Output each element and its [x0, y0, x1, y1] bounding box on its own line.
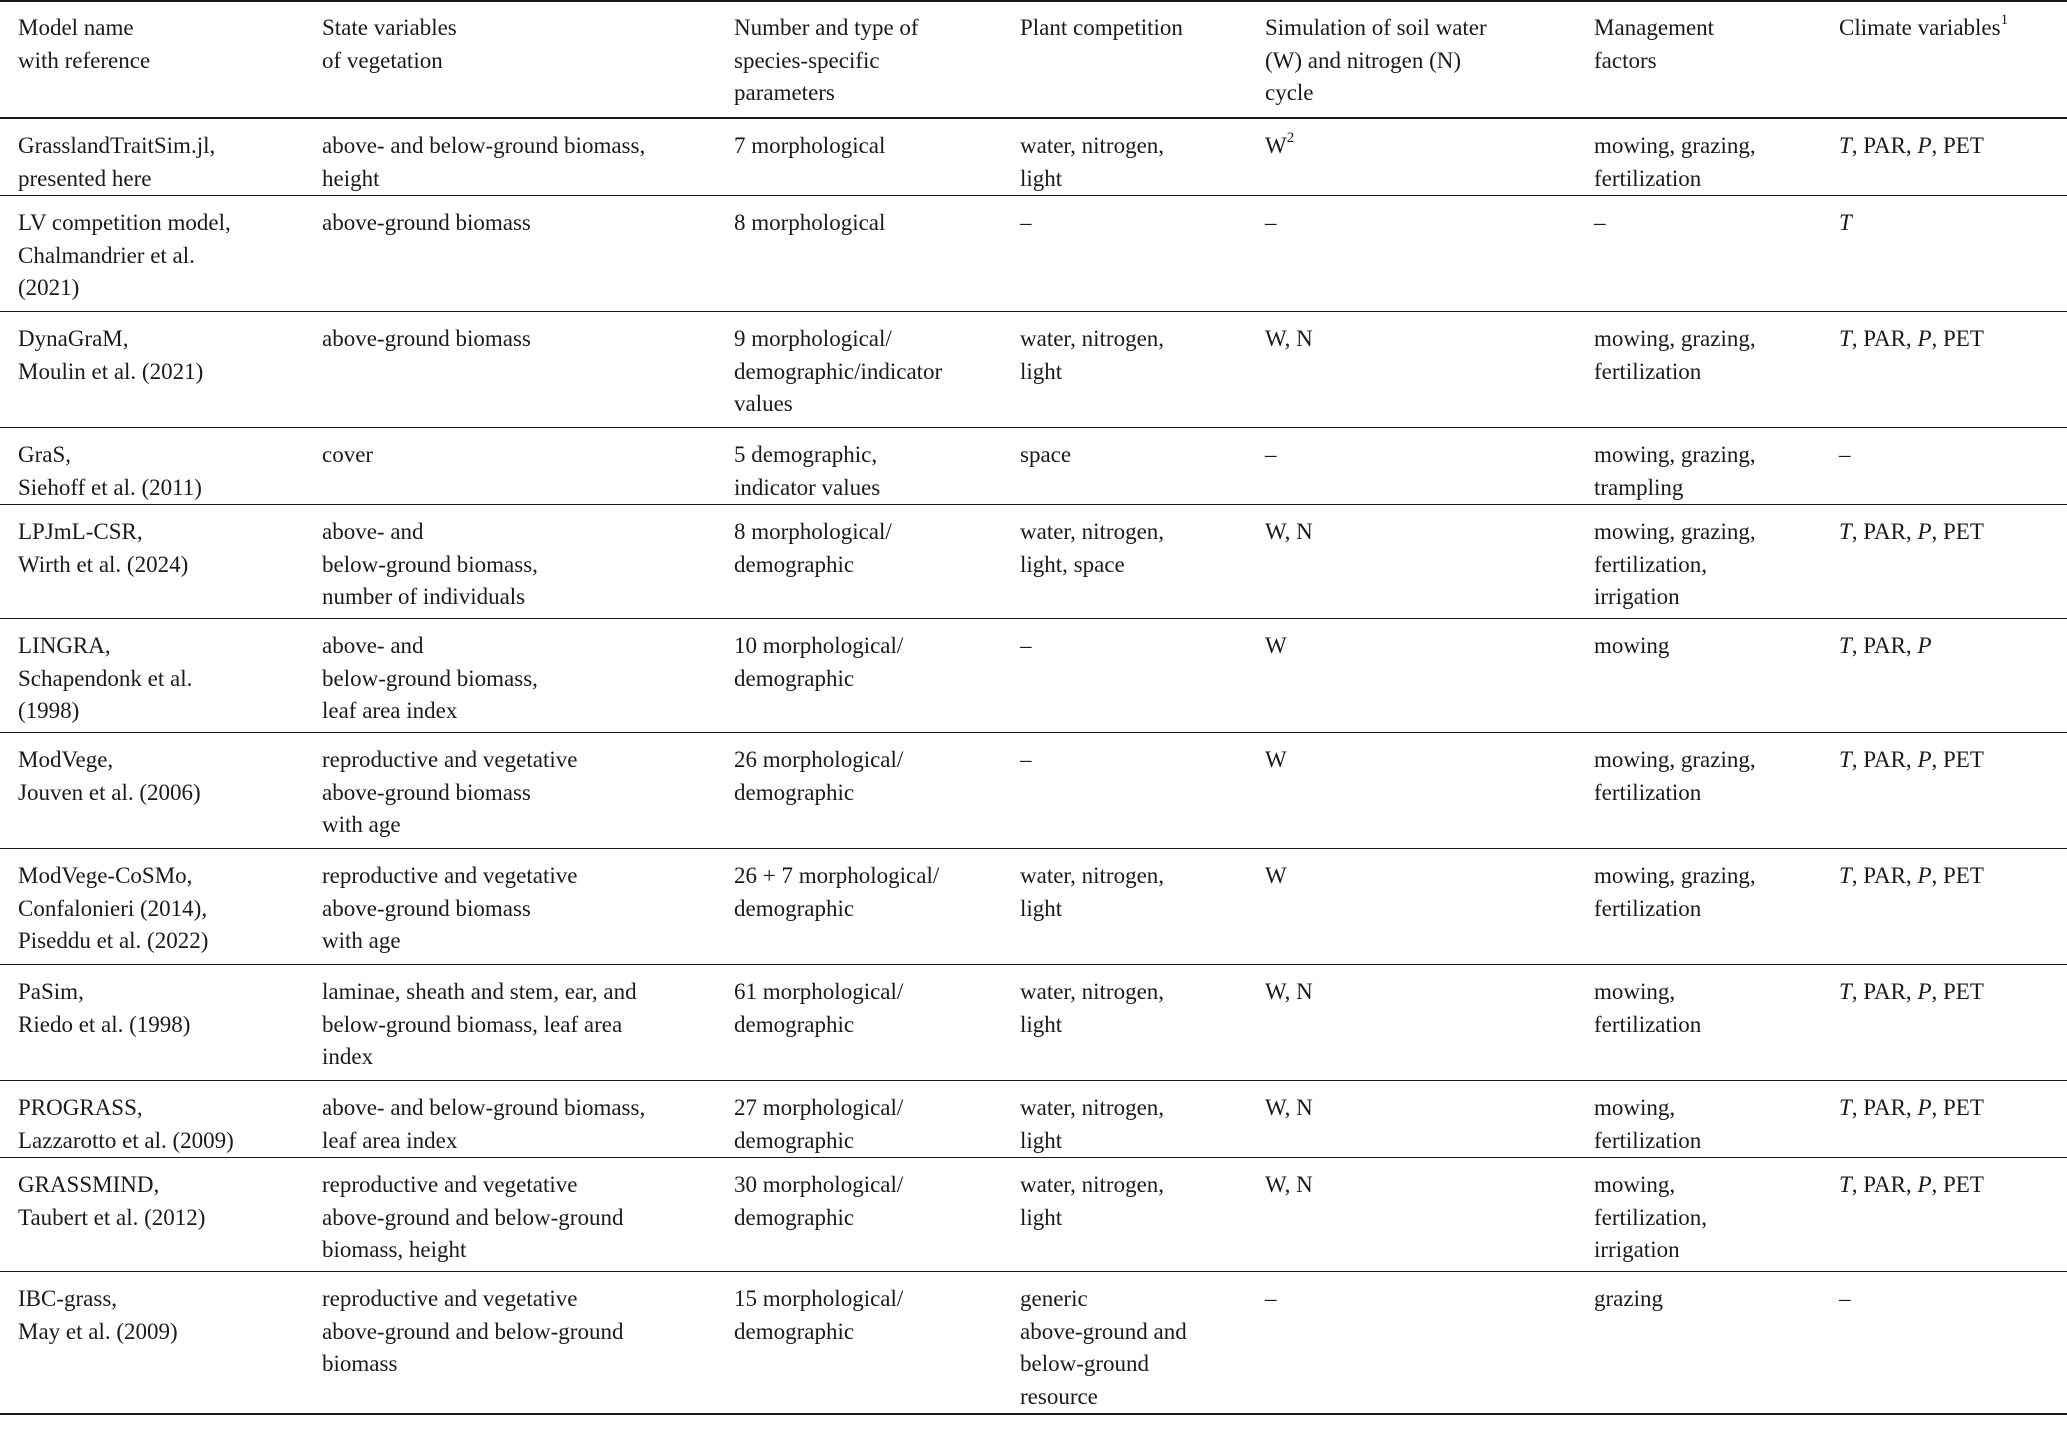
state-line: above- and below-ground biomass, [322, 1095, 646, 1120]
competition-line: light, space [1020, 551, 1125, 577]
climate-symbol: T [1839, 519, 1852, 544]
climate-text: – [1839, 442, 1851, 467]
state-line: reproductive and vegetative [322, 1172, 578, 1197]
climate-symbol: T [1839, 633, 1852, 658]
parameters-line: demographic/indicator [734, 358, 943, 384]
state-line: above-ground and below-ground [322, 1318, 624, 1344]
cell-management [1594, 1272, 1839, 1415]
model-name-line: GrasslandTraitSim.jl, [18, 133, 216, 158]
soil-value: W, N [1265, 1172, 1313, 1197]
state-line: below-ground biomass, leaf area [322, 1011, 623, 1037]
climate-symbol: T [1839, 979, 1852, 1004]
climate-text: T, PAR, P, PET [1839, 133, 1984, 158]
cell-model [0, 1081, 322, 1158]
competition-line: resource [1020, 1383, 1098, 1409]
model-name-line: (1998) [18, 698, 80, 723]
header-line: Number and type of [734, 15, 919, 40]
cell-management [1594, 733, 1839, 849]
cell-management [1594, 505, 1839, 619]
management-line: grazing [1594, 1286, 1663, 1311]
competition-line: – [1020, 633, 1032, 658]
cell-parameters [734, 849, 1020, 965]
soil-value: W, N [1265, 979, 1313, 1004]
cell-management [1594, 1158, 1839, 1272]
cell-competition [1020, 1272, 1265, 1415]
model-name-line: LPJmL-CSR, [18, 519, 143, 544]
climate-symbol: P [1917, 519, 1932, 544]
cell-soil [1265, 428, 1594, 505]
management-line: mowing, [1594, 979, 1676, 1004]
competition-line: light [1020, 165, 1063, 191]
cell-competition [1020, 733, 1265, 849]
state-line: above-ground biomass [322, 210, 531, 235]
cell-competition [1020, 428, 1265, 505]
cell-model [0, 965, 322, 1081]
model-name-line: ModVege-CoSMo, [18, 863, 193, 888]
cell-parameters [734, 1158, 1020, 1272]
climate-symbol: T [1839, 210, 1852, 235]
management-line: fertilization [1594, 165, 1702, 191]
table-row [0, 965, 2067, 1081]
cell-climate [1839, 619, 2067, 733]
model-name-line: GraS, [18, 442, 72, 467]
climate-text [1839, 207, 2067, 240]
state-line: with age [322, 928, 401, 953]
cell-parameters [734, 196, 1020, 312]
climate-symbol: P [1917, 133, 1932, 158]
climate-symbol: P [1917, 863, 1932, 888]
climate-symbol: P [1917, 747, 1932, 772]
parameters-line: demographic [734, 665, 855, 691]
cell-soil [1265, 619, 1594, 733]
cell-management [1594, 196, 1839, 312]
state-line: above-ground and below-ground [322, 1204, 624, 1230]
parameters-line: 9 morphological/ [734, 326, 892, 351]
management-line: mowing, grazing, [1594, 133, 1756, 158]
climate-text: T, PAR, P [1839, 633, 1932, 658]
parameters-line: demographic [734, 551, 855, 577]
management-line: mowing, grazing, [1594, 863, 1756, 888]
state-line: above-ground biomass [322, 326, 531, 351]
header-line: Simulation of soil water [1265, 15, 1487, 40]
cell-parameters [734, 733, 1020, 849]
parameters-line: 8 morphological/ [734, 519, 892, 544]
header-line: State variables [322, 15, 457, 40]
state-line: above- and [322, 633, 424, 658]
header-management-factors [1594, 1, 1839, 118]
model-name-line: ModVege, [18, 747, 114, 772]
parameters-line: indicator values [734, 474, 881, 500]
competition-line: space [1020, 442, 1072, 467]
table-row [0, 312, 2067, 428]
management-line: – [1594, 210, 1606, 235]
soil-value: W, N [1265, 326, 1313, 351]
state-line: above-ground biomass [322, 779, 531, 805]
cell-parameters [734, 1081, 1020, 1158]
management-line: mowing [1594, 633, 1670, 658]
cell-management [1594, 849, 1839, 965]
climate-symbol: T [1839, 863, 1852, 888]
parameters-line: 30 morphological/ [734, 1172, 904, 1197]
cell-climate [1839, 505, 2067, 619]
cell-soil [1265, 849, 1594, 965]
cell-model [0, 312, 322, 428]
competition-line: – [1020, 210, 1032, 235]
climate-text: T, PAR, P, PET [1839, 979, 1984, 1004]
cell-model [0, 196, 322, 312]
climate-text: T, PAR, P, PET [1839, 747, 1984, 772]
management-line: fertilization [1594, 1011, 1702, 1037]
header-line: cycle [1265, 80, 1314, 105]
management-line: irrigation [1594, 584, 1680, 609]
soil-value: W, N [1265, 1095, 1313, 1120]
parameters-line: demographic [734, 1127, 855, 1153]
management-line: mowing, grazing, [1594, 326, 1756, 351]
cell-model [0, 1272, 322, 1415]
parameters-line: demographic [734, 895, 855, 921]
model-name-line: DynaGraM, [18, 326, 129, 351]
management-line: fertilization [1594, 358, 1702, 384]
cell-soil [1265, 118, 1594, 196]
state-line: leaf area index [322, 698, 458, 723]
cell-model [0, 1158, 322, 1272]
model-name-line: Moulin et al. (2021) [18, 358, 204, 384]
climate-text: – [1839, 1286, 1851, 1311]
model-name-line: (2021) [18, 275, 80, 300]
management-line: fertilization, [1594, 551, 1708, 577]
state-line: laminae, sheath and stem, ear, and [322, 979, 637, 1004]
model-name-line: Confalonieri (2014), [18, 895, 208, 921]
cell-competition [1020, 118, 1265, 196]
management-line: fertilization, [1594, 1204, 1708, 1230]
header-line: species-specific [734, 47, 880, 73]
table-row [0, 619, 2067, 733]
footnote-marker: 1 [2000, 12, 2009, 29]
competition-line: water, nitrogen, [1020, 1172, 1165, 1197]
climate-symbol: T [1839, 1172, 1852, 1197]
climate-symbol: P [1917, 326, 1932, 351]
cell-parameters [734, 312, 1020, 428]
competition-line: light [1020, 1127, 1063, 1153]
header-line: Plant competition [1020, 15, 1183, 40]
cell-climate [1839, 1272, 2067, 1415]
cell-soil [1265, 1272, 1594, 1415]
cell-management [1594, 965, 1839, 1081]
table-header [0, 1, 2067, 118]
management-line: mowing, [1594, 1172, 1676, 1197]
model-name-line: Schapendonk et al. [18, 665, 193, 691]
cell-soil [1265, 965, 1594, 1081]
cell-climate [1839, 1158, 2067, 1272]
parameters-line: 10 morphological/ [734, 633, 904, 658]
climate-text: T, PAR, P, PET [1839, 519, 1984, 544]
cell-parameters [734, 965, 1020, 1081]
management-line: mowing, grazing, [1594, 747, 1756, 772]
climate-symbol: P [1917, 633, 1932, 658]
management-line: trampling [1594, 474, 1684, 500]
climate-text: T, PAR, P, PET [1839, 863, 1984, 888]
state-line: biomass [322, 1351, 398, 1376]
competition-line: water, nitrogen, [1020, 519, 1165, 544]
model-name-line: LV competition model, [18, 210, 231, 235]
cell-management [1594, 1081, 1839, 1158]
parameters-line: 5 demographic, [734, 442, 878, 467]
model-name-line: Piseddu et al. (2022) [18, 928, 209, 953]
table-row [0, 505, 2067, 619]
header-line: Model name [18, 15, 134, 40]
model-name-line: Siehoff et al. (2011) [18, 474, 202, 500]
soil-value: – [1265, 210, 1277, 235]
cell-state [322, 118, 734, 196]
management-line: mowing, grazing, [1594, 519, 1756, 544]
cell-state [322, 619, 734, 733]
cell-model [0, 849, 322, 965]
cell-state [322, 312, 734, 428]
cell-soil [1265, 196, 1594, 312]
competition-line: light [1020, 1011, 1063, 1037]
cell-model [0, 619, 322, 733]
soil-value: W [1265, 747, 1287, 772]
state-line: biomass, height [322, 1237, 467, 1262]
cell-parameters [734, 1272, 1020, 1415]
header-parameters [734, 1, 1020, 118]
cell-parameters [734, 428, 1020, 505]
model-name-line: Riedo et al. (1998) [18, 1011, 191, 1037]
footnote-marker: 2 [1286, 130, 1295, 147]
model-name-line: May et al. (2009) [18, 1318, 178, 1344]
parameters-line: 27 morphological/ [734, 1095, 904, 1120]
cell-climate [1839, 733, 2067, 849]
header-model-name [0, 1, 322, 118]
competition-line: below-ground [1020, 1351, 1150, 1376]
cell-state [322, 965, 734, 1081]
cell-soil [1265, 505, 1594, 619]
parameters-line: 26 morphological/ [734, 747, 904, 772]
cell-state [322, 849, 734, 965]
state-line: above- and below-ground biomass, [322, 133, 646, 158]
cell-model [0, 733, 322, 849]
header-line: Climate variables$^1$ [1839, 12, 2009, 40]
cell-state [322, 1272, 734, 1415]
parameters-line: values [734, 391, 793, 416]
cell-state [322, 428, 734, 505]
cell-state [322, 1158, 734, 1272]
cell-soil [1265, 733, 1594, 849]
model-name-line: Wirth et al. (2024) [18, 551, 189, 577]
competition-line: light [1020, 895, 1063, 921]
cell-soil [1265, 1158, 1594, 1272]
competition-line: generic [1020, 1286, 1088, 1311]
cell-state [322, 505, 734, 619]
cell-competition [1020, 849, 1265, 965]
header-climate-variables [1839, 1, 2067, 118]
header-state-variables [322, 1, 734, 118]
cell-climate [1839, 428, 2067, 505]
cell-competition [1020, 505, 1265, 619]
model-name-line: IBC-grass, [18, 1286, 118, 1311]
parameters-line: demographic [734, 779, 855, 805]
state-line: reproductive and vegetative [322, 863, 578, 888]
climate-text: T, PAR, P, PET [1839, 1095, 1984, 1120]
soil-value: W [1265, 633, 1287, 658]
cell-management [1594, 619, 1839, 733]
management-line: fertilization [1594, 779, 1702, 805]
cell-competition [1020, 965, 1265, 1081]
cell-model [0, 505, 322, 619]
management-line: mowing, [1594, 1095, 1676, 1120]
header-soil-simulation [1265, 1, 1594, 118]
table-row [0, 196, 2067, 312]
soil-value: $W^2$ [1265, 130, 1295, 158]
cell-state [322, 196, 734, 312]
competition-line: water, nitrogen, [1020, 1095, 1165, 1120]
state-line: above-ground biomass [322, 895, 531, 921]
climate-symbol: P [1917, 1095, 1932, 1120]
cell-model [0, 428, 322, 505]
parameters-line: demographic [734, 1318, 855, 1344]
table-row [0, 1158, 2067, 1272]
management-line: mowing, grazing, [1594, 442, 1756, 467]
management-line: fertilization [1594, 1127, 1702, 1153]
table-row [0, 428, 2067, 505]
soil-value: – [1265, 1286, 1277, 1311]
soil-value: W [1265, 863, 1287, 888]
state-line: below-ground biomass, [322, 665, 538, 691]
table-body [0, 118, 2067, 1414]
competition-line: water, nitrogen, [1020, 326, 1165, 351]
header-line: (W) and nitrogen (N) [1265, 47, 1462, 73]
state-line: reproductive and vegetative [322, 747, 578, 772]
model-name-line: GRASSMIND, [18, 1172, 160, 1197]
cell-management [1594, 118, 1839, 196]
header-row [0, 1, 2067, 118]
cell-competition [1020, 1158, 1265, 1272]
cell-climate [1839, 1081, 2067, 1158]
parameters-line: 26 + 7 morphological/ [734, 863, 940, 888]
header-line: with reference [18, 47, 151, 73]
cell-soil [1265, 312, 1594, 428]
cell-competition [1020, 196, 1265, 312]
header-line: of vegetation [322, 47, 443, 73]
management-line: irrigation [1594, 1237, 1680, 1262]
table-row [0, 733, 2067, 849]
model-name-line: Taubert et al. (2012) [18, 1204, 206, 1230]
cell-competition [1020, 619, 1265, 733]
competition-line: light [1020, 1204, 1063, 1230]
header-line: parameters [734, 80, 835, 105]
table-row [0, 1081, 2067, 1158]
model-name-line: presented here [18, 165, 152, 191]
model-name-line: Lazzarotto et al. (2009) [18, 1127, 234, 1153]
cell-climate [1839, 312, 2067, 428]
parameters-line: 61 morphological/ [734, 979, 904, 1004]
state-line: index [322, 1044, 374, 1069]
climate-symbol: T [1839, 747, 1852, 772]
cell-climate [1839, 849, 2067, 965]
parameters-line: 15 morphological/ [734, 1286, 904, 1311]
state-line: reproductive and vegetative [322, 1286, 578, 1311]
climate-text: T, PAR, P, PET [1839, 1172, 1984, 1197]
parameters-line: 7 morphological [734, 133, 886, 158]
cell-management [1594, 312, 1839, 428]
cell-competition [1020, 1081, 1265, 1158]
parameters-line: demographic [734, 1204, 855, 1230]
cell-model [0, 118, 322, 196]
competition-line: water, nitrogen, [1020, 979, 1165, 1004]
header-plant-competition [1020, 1, 1265, 118]
competition-line: light [1020, 358, 1063, 384]
competition-line: water, nitrogen, [1020, 863, 1165, 888]
climate-text: T, PAR, P, PET [1839, 326, 1984, 351]
model-name-line: LINGRA, [18, 633, 111, 658]
cell-competition [1020, 312, 1265, 428]
model-name-line: Chalmandrier et al. [18, 242, 195, 268]
state-line: leaf area index [322, 1127, 458, 1153]
cell-climate [1839, 118, 2067, 196]
header-line: Management [1594, 15, 1715, 40]
model-name-line: Jouven et al. (2006) [18, 779, 201, 805]
table-row [0, 118, 2067, 196]
state-line: above- and [322, 519, 424, 544]
soil-value: – [1265, 442, 1277, 467]
cell-state [322, 733, 734, 849]
cell-climate [1839, 196, 2067, 312]
state-line: cover [322, 442, 374, 467]
management-line: fertilization [1594, 895, 1702, 921]
cell-management [1594, 428, 1839, 505]
competition-line: – [1020, 747, 1032, 772]
table-row [0, 1272, 2067, 1415]
cell-parameters [734, 505, 1020, 619]
competition-line: water, nitrogen, [1020, 133, 1165, 158]
state-line: height [322, 165, 380, 191]
state-line: number of individuals [322, 584, 526, 609]
cell-parameters [734, 619, 1020, 733]
state-line: with age [322, 812, 401, 837]
cell-state [322, 1081, 734, 1158]
model-name-line: PROGRASS, [18, 1095, 143, 1120]
parameters-line: demographic [734, 1011, 855, 1037]
model-name-line: PaSim, [18, 979, 84, 1004]
climate-symbol: T [1839, 133, 1852, 158]
competition-line: above-ground and [1020, 1318, 1187, 1344]
table-row [0, 849, 2067, 965]
state-line: below-ground biomass, [322, 551, 538, 577]
cell-soil [1265, 1081, 1594, 1158]
cell-parameters [734, 118, 1020, 196]
climate-symbol: T [1839, 1095, 1852, 1120]
climate-symbol: T [1839, 326, 1852, 351]
climate-symbol: P [1917, 979, 1932, 1004]
soil-value: W, N [1265, 519, 1313, 544]
parameters-line: 8 morphological [734, 210, 886, 235]
climate-symbol: P [1917, 1172, 1932, 1197]
cell-climate [1839, 965, 2067, 1081]
header-line: factors [1594, 47, 1657, 73]
